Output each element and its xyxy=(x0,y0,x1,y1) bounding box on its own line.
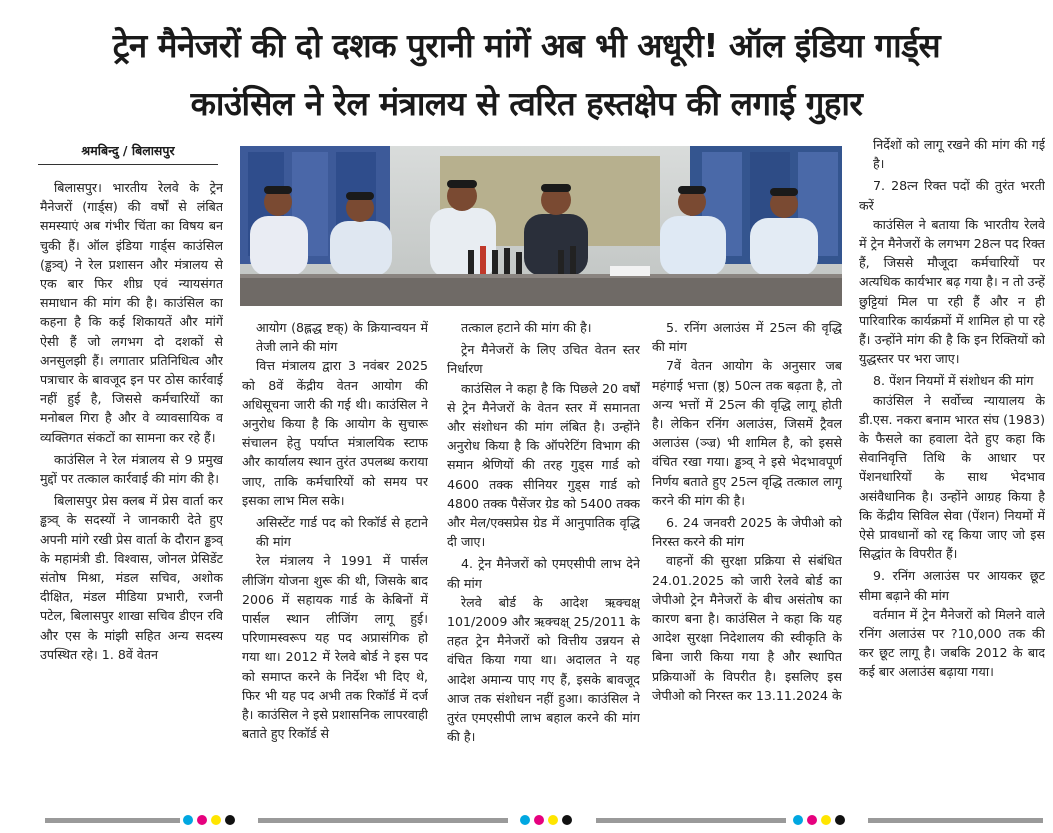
color-registration-marks xyxy=(793,815,853,825)
subheading: 7. 28त्न रिक्त पदों की तुरंत भरती करें xyxy=(859,178,1045,213)
paragraph: बिलासपुर प्रेस क्लब में प्रेस वार्ता कर ड्ढत्र्व् के सदस्यों ने जानकारी देते हुए अपनी मांगे रखी प्रेस वार्ता के दौरान ड्ढत्र्व् के महामंत्री डी. विश्वास, जोनल प्रेसिडेंट संतोष मिश्रा, मंडल सचिव, अशोक दीक्षित, मंडल मीडिया प्रभारी, रजनी पटेल, बिलासपुर शाखा सचिव डीएन रवि और एस के मांझी सहित अन्य सदस्य उपस्थित रहे। 1. 8वें वेतन xyxy=(40,493,223,662)
article-column-4 xyxy=(652,318,842,808)
paragraph: 7वें वेतन आयोग के अनुसार जब महंगाई भत्ता (ष्ठ्र) 50त्न तक बढ़ता है, तो अन्य भत्तों में 25त्न की वृद्धि लागू होती है। लेकिन रनिंग अलाउंस, जिसमें ट्रैवल अलाउंस (ञ्ज्र) भी शामिल है, को इससे वंचित रखा गया। ड्ढत्र्व् ने इसे भेदभावपूर्ण निर्णय बताते हुए 25त्न वृद्धि तत्काल लागू करने की मांग की है। xyxy=(652,358,842,508)
print-registration-bar xyxy=(868,818,1043,823)
paragraph: काउंसिल ने सर्वोच्च न्यायालय के डी.एस. नकरा बनाम भारत संघ (1983) के फैसले का हवाला देते हुए कहा कि सेवानिवृत्ति तिथि के आधार पर पेंशनधारियों के साथ भेदभाव असंवैधानिक है। उन्होंने आग्रह किया है कि केंद्रीय सिविल सेवा (पेंशन) नियमों में ऐसे प्रावधानों को रद्द किया जाए जो इस सिद्धांत के विपरीत हैं। xyxy=(859,392,1045,562)
subheading: 9. रनिंग अलाउंस पर आयकर छूट सीमा बढ़ाने की मांग xyxy=(859,568,1045,603)
color-registration-marks xyxy=(520,815,580,825)
magenta-dot xyxy=(807,815,817,825)
subheading: असिस्टेंट गार्ड पद को रिकॉर्ड से हटाने की मांग xyxy=(256,515,428,550)
paragraph: काउंसिल ने बताया कि भारतीय रेलवे में ट्रेन मैनेजरों के लगभग 28त्न पद रिक्त हैं, जिससे मौजूदा कर्मचारियों पर अत्यधिक कार्यभार बढ़ गया है। न तो उन्हें छुट्टियां मिल पा रही हैं और न ही पारिवारिक कार्यक्रमों में शामिल हो पा रहे हैं। उन्होंने मांग की है कि इन रिक्तियों को युद्धस्तर पर भरा जाए। xyxy=(859,216,1045,367)
paragraph: काउंसिल ने कहा है कि पिछले 20 वर्षों से ट्रेन मैनेजरों के वेतन स्तर में समानता और संशोधन की मांग लंबित है। उन्होंने अनुरोध किया है कि ऑपरेटिंग विभाग की समान श्रेणियों की तरह गुड्स गार्ड को 4600 तक्क सीनियर गुड्स गार्ड को 4800 तक्क पैसेंजर ग्रेड को 5400 तक्क और मेल/एक्सप्रेस ग्रेड में आनुपातिक वृद्धि दी जाए। xyxy=(447,380,640,550)
article-column-1 xyxy=(40,178,223,818)
cyan-dot xyxy=(793,815,803,825)
cyan-dot xyxy=(520,815,530,825)
magenta-dot xyxy=(534,815,544,825)
print-registration-bar xyxy=(45,818,180,823)
black-dot xyxy=(562,815,572,825)
yellow-dot xyxy=(821,815,831,825)
paragraph: तत्काल हटाने की मांग की है। xyxy=(461,320,592,335)
paragraph: वाहनों की सुरक्षा प्रक्रिया से संबंधित 24.01.2025 को जारी रेलवे बोर्ड का जेपीओ ट्रेन मैनेजरों के बीच असंतोष का कारण बना है। काउंसिल ने कहा कि यह आदेश सुरक्षा निदेशालय की स्वीकृति के बिना जारी किया गया है और स्थापित प्रक्रियाओं के विपरीत है। इसलिए इस जेपीओ को निरस्त कर 13.11.2024 के xyxy=(652,553,842,703)
headline-line-1: ट्रेन मैनेजरों की दो दशक पुरानी मांगें अब भी अधूरी! ऑल इंडिया गार्ड्स xyxy=(112,26,941,65)
yellow-dot xyxy=(548,815,558,825)
byline: श्रमबिन्दु / बिलासपुर xyxy=(38,142,218,165)
subheading: ट्रेन मैनेजरों के लिए उचित वेतन स्तर निर्धारण xyxy=(447,342,640,377)
paragraph: वित्त मंत्रालय द्वारा 3 नवंबर 2025 को 8वें केंद्रीय वेतन आयोग की अधिसूचना जारी की गई थी। काउंसिल ने अनुरोध किया है कि आयोग के सुचारू संचालन हेतु पर्याप्त मंत्रालयिक स्टाफ और कार्यालय स्थान तुरंत उपलब्ध कराया जाए, ताकि कर्मचारियों को समय पर इसका लाभ मिल सके। xyxy=(242,358,428,508)
color-registration-marks xyxy=(183,815,243,825)
subheading: 6. 24 जनवरी 2025 के जेपीओ को निरस्त करने की मांग xyxy=(652,515,842,550)
press-conference-photo xyxy=(240,146,842,306)
subheading: 8. पेंशन नियमों में संशोधन की मांग xyxy=(873,373,1034,389)
press-conference-image xyxy=(240,146,842,306)
black-dot xyxy=(835,815,845,825)
magenta-dot xyxy=(197,815,207,825)
print-registration-bar xyxy=(258,818,508,823)
paragraph: आयोग (8ह्लद्ध ष्टक्) के क्रियान्वयन में तेजी लाने की मांग xyxy=(256,320,428,355)
cyan-dot xyxy=(183,815,193,825)
black-dot xyxy=(225,815,235,825)
paragraph: वर्तमान में ट्रेन मैनेजरों को मिलने वाले रनिंग अलाउंस पर ?10,000 तक की कर छूट लागू है। जबकि 2012 के बाद कई बार अलाउंस बढ़ाया गया। xyxy=(859,606,1045,680)
article-column-5 xyxy=(859,135,1045,807)
article-column-2 xyxy=(242,318,428,808)
paragraph: रेलवे बोर्ड के आदेश ऋक्चक्ष् 101/2009 और ऋक्चक्ष् 25/2011 के तहत ट्रेन मैनेजरों को वित्तीय उन्नयन से वंचित किया गया था। अदालत ने यह आदेश अमान्य पाए गए हैं, इसके बावजूद आज तक संशोधन नहीं हुआ। काउंसिल ने तुरंत एमएसीपी लाभ बहाल करने की मांग की है। xyxy=(447,594,640,745)
paragraph: बिलासपुर। भारतीय रेलवे के ट्रेन मैनेजरों (गार्ड्स) की वर्षों से लंबित समस्याएं अब गंभीर चिंता का विषय बन चुकी हैं। ऑल इंडिया गार्ड्स काउंसिल (ड्ढत्र्व्) ने रेल प्रशासन और मंत्रालय से एक बार फिर शीघ्र एवं न्यायसंगत समाधान की मांग की है। काउंसिल का कहना है कि कई शिकायतें और मांगें ऐसी हैं जो लगभग दो दशकों से अनसुलझी हैं। लगातार प्रतिनिधित्व और पत्राचार के बावजूद इन पर ठोस कार्रवाई नहीं हुई है, जिससे कर्मचारियों का मनोबल गिरा है और वे व्यावसायिक व व्यक्तिगत संकटों का सामना कर रहे हैं। xyxy=(40,180,223,445)
article-column-3 xyxy=(447,318,640,808)
headline-line-2: काउंसिल ने रेल मंत्रालय से त्वरित हस्तक्षेप की लगाई गुहार xyxy=(190,84,863,123)
paragraph: निर्देशों को लागू रखने की मांग की गई है। xyxy=(873,137,1045,172)
paragraph: रेल मंत्रालय ने 1991 में पार्सल लीजिंग योजना शुरू की थी, जिसके बाद 2006 में सहायक गार्ड के केबिनों में पार्सल स्थान लीजिंग लागू हुई। परिणामस्वरूप यह पद अप्रासंगिक हो गया था। 2012 में रेलवे बोर्ड ने इस पद को समाप्त करने के निर्देश भी दिए थे, फिर भी यह पद अभी तक रिकॉर्ड में दर्ज है। काउंसिल ने इसे प्रशासनिक लापरवाही बताते हुए रिकॉर्ड से xyxy=(242,553,428,742)
yellow-dot xyxy=(211,815,221,825)
subheading: 5. रनिंग अलाउंस में 25त्न की वृद्धि की मांग xyxy=(652,320,842,355)
subheading: 4. ट्रेन मैनेजरों को एमएसीपी लाभ देने की मांग xyxy=(447,556,640,591)
paragraph: काउंसिल ने रेल मंत्रालय से 9 प्रमुख मुद्दों पर तत्काल कार्रवाई की मांग की है। xyxy=(40,451,223,487)
print-registration-bar xyxy=(596,818,786,823)
